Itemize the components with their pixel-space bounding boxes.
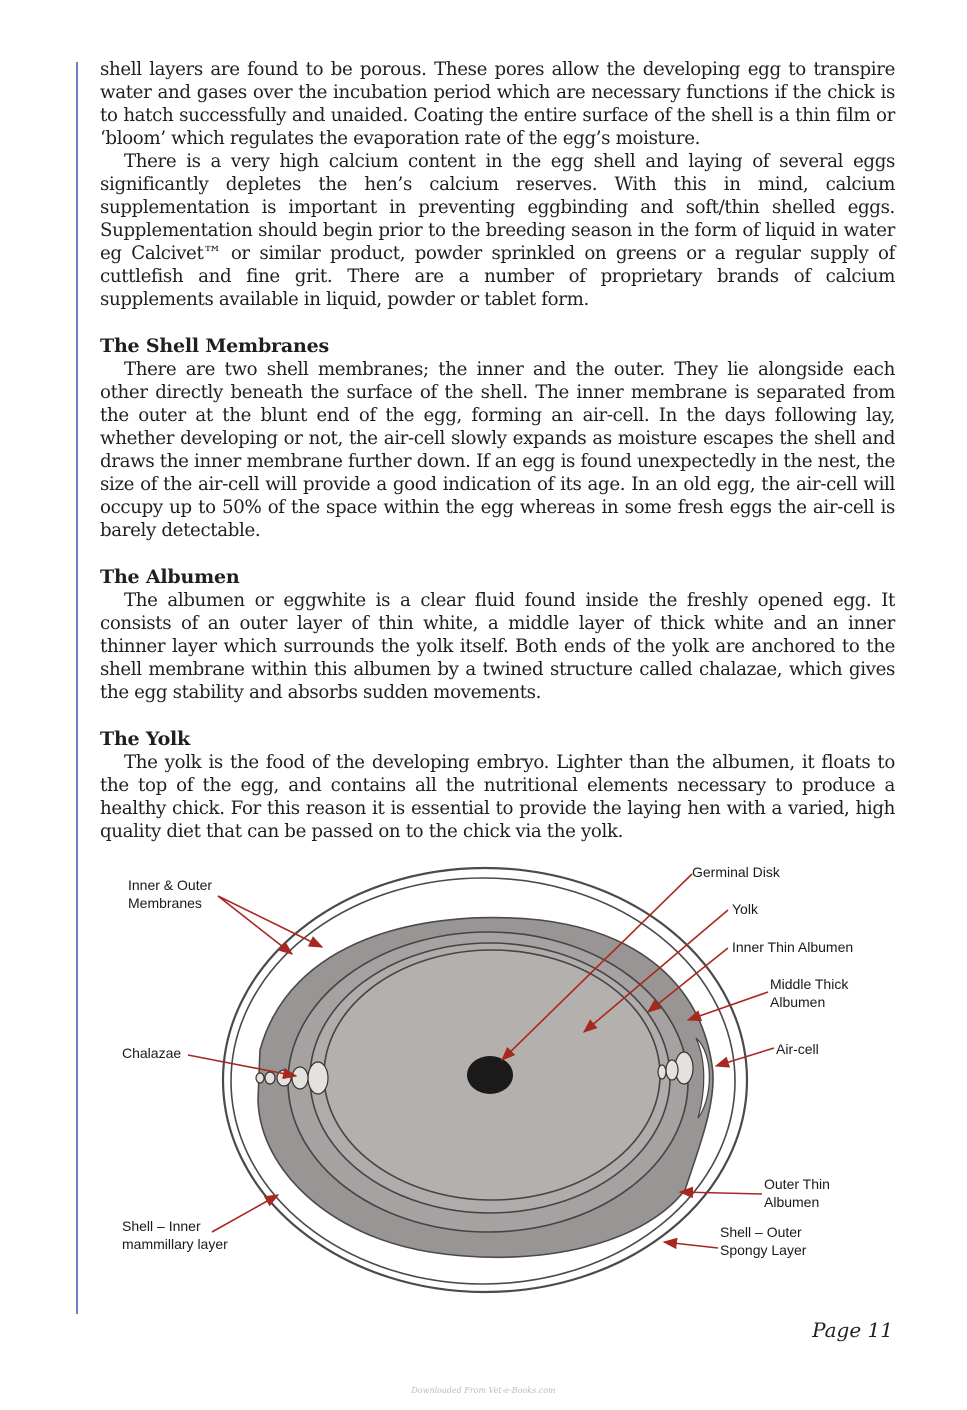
egg-diagram bbox=[100, 850, 900, 1310]
label-shell-inner: Shell – Inner mammillary layer bbox=[122, 1218, 228, 1252]
label-inner-thin-albumen: Inner Thin Albumen bbox=[732, 939, 854, 955]
label-membranes: Inner & Outer Membranes bbox=[128, 877, 213, 911]
margin-rule bbox=[76, 62, 78, 1314]
albumen-paragraph: The albumen or eggwhite is a clear fluid found inside the freshly opened egg. It consists of an outer layer of thin white, a middle layer of thick white and an inner thinner layer which surrounds the yolk itself. Both ends of the yolk are anchored to the shell membrane within this albumen by a twined structure called chalazae, which gives the egg stability and absorbs sudden movements. bbox=[100, 590, 895, 703]
page-number: Page 11 bbox=[812, 1318, 893, 1342]
intro-paragraph-2: There is a very high calcium content in the egg shell and laying of several eggs significantly depletes the hen’s calcium reserves. With this in mind, calcium supplementation is important in preventing eggbinding and soft/thin shelled eggs. Supplementation should begin prior to the breeding season in the form of liquid in water eg Calcivet™ or similar product, powder sprinkled on greens or a regular supply of cuttlefish and fine grit. There are a number of proprietary brands of calcium supplements available in liquid, powder or tablet form. bbox=[100, 151, 895, 310]
heading-shell-membranes: The Shell Membranes bbox=[100, 335, 329, 357]
arrow-membranes-1 bbox=[218, 896, 292, 954]
germinal-disk bbox=[467, 1056, 513, 1094]
arrow-membranes-2 bbox=[218, 896, 322, 947]
intro-paragraph-1: shell layers are found to be porous. These pores allow the developing egg to transpire water and gases over the incubation period which are necessary functions if the chick is to hatch successfully and unaided. Coating the entire surface of the shell is a thin film or ‘bloom’ which regulates the evaporation rate of the egg’s moisture. bbox=[100, 59, 895, 149]
heading-yolk: The Yolk bbox=[100, 728, 191, 750]
body-text bbox=[100, 58, 895, 843]
watermark: Downloaded From Vet-e-Books.com bbox=[411, 1386, 556, 1395]
arrow-shell-outer bbox=[664, 1242, 718, 1248]
label-germinal-disk: Germinal Disk bbox=[692, 864, 780, 880]
membranes-paragraph: There are two shell membranes; the inner and the outer. They lie alongside each other directly beneath the surface of the shell. The inner membrane is separated from the outer at the blunt end of the egg, forming an air-cell. In the days following lay, whether developing or not, the air-cell slowly expands as moisture escapes the shell and draws the inner membrane further down. If an egg is found unexpectedly in the nest, the size of the air-cell will provide a good indication of its age. In an old egg, the air-cell will occupy up to 50% of the space within the egg whereas in some fresh eggs the air-cell is barely detectable. bbox=[100, 359, 895, 541]
label-middle-thick-albumen: Middle Thick Albumen bbox=[770, 976, 849, 1010]
label-air-cell: Air-cell bbox=[776, 1041, 819, 1057]
label-outer-thin-albumen: Outer Thin Albumen bbox=[764, 1176, 830, 1210]
label-chalazae: Chalazae bbox=[122, 1045, 182, 1061]
label-shell-outer: Shell – Outer Spongy Layer bbox=[720, 1224, 807, 1258]
label-yolk: Yolk bbox=[732, 901, 758, 917]
yolk-paragraph: The yolk is the food of the developing embryo. Lighter than the albumen, it floats to the top of the egg, and contains all the nutritional elements necessary to produce a healthy chick. For this reason it is essential to provide the laying hen with a varied, high quality diet that can be passed on to the chick via the yolk. bbox=[100, 752, 895, 842]
heading-albumen: The Albumen bbox=[100, 566, 240, 588]
